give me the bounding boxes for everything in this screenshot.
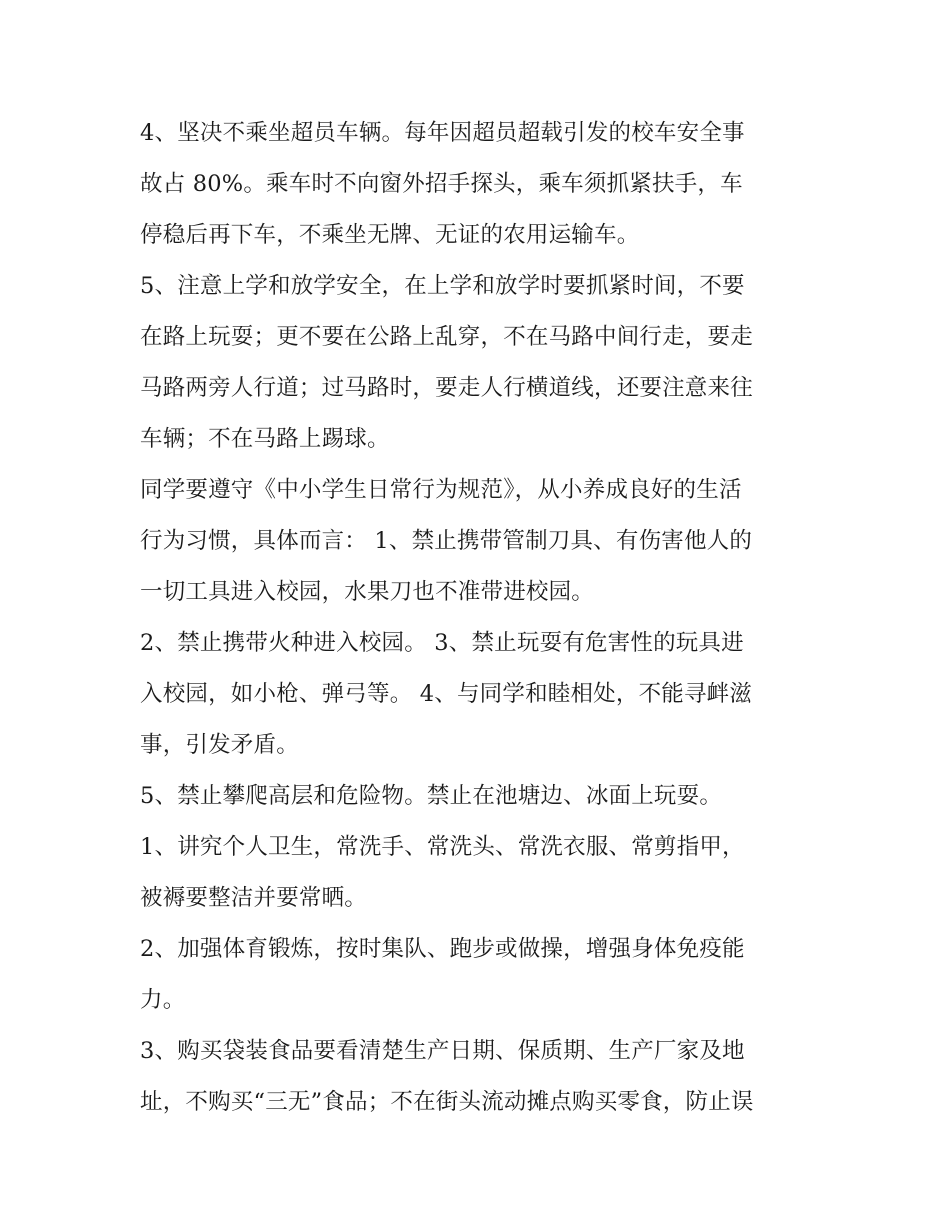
- text-line: 停稳后再下车，不乘坐无牌、无证的农用运输车。: [140, 222, 640, 248]
- text-line: 5、禁止攀爬高层和危险物。禁止在池塘边、冰面上玩耍。: [140, 783, 723, 809]
- text-line: 被褥要整洁并要常晒。: [140, 885, 368, 911]
- text-line: 在路上玩耍；更不要在公路上乱穿，不在马路中间行走，要走: [140, 324, 753, 350]
- text-line: 马路两旁人行道；过马路时，要走人行横道线，还要注意来往: [140, 375, 753, 401]
- text-line: 一切工具进入校园，水果刀也不准带进校园。: [140, 579, 595, 605]
- text-line: 1、讲究个人卫生，常洗手、常洗头、常洗衣服、常剪指甲，: [140, 834, 745, 860]
- text-line: 2、禁止携带火种进入校园。 3、禁止玩耍有危害性的玩具进: [140, 630, 744, 656]
- text-line: 4、坚决不乘坐超员车辆。每年因超员超载引发的校车安全事: [140, 120, 745, 146]
- text-line: 故占 80%。乘车时不向窗外招手探头，乘车须抓紧扶手，车: [140, 171, 743, 197]
- text-line: 入校园，如小枪、弹弓等。 4、与同学和睦相处，不能寻衅滋: [140, 681, 753, 707]
- text-line: 2、加强体育锻炼，按时集队、跑步或做操，增强身体免疫能: [140, 936, 745, 962]
- text-line: 车辆；不在马路上踢球。: [140, 426, 390, 452]
- text-line: 事，引发矛盾。: [140, 732, 299, 758]
- text-line: 力。: [140, 987, 186, 1013]
- text-line: 同学要遵守《中小学生日常行为规范》，从小养成良好的生活: [140, 477, 742, 503]
- text-line: 3、购买袋装食品要看清楚生产日期、保质期、生产厂家及地: [140, 1038, 745, 1064]
- text-line: 址，不购买“三无”食品；不在街头流动摊点购买零食，防止误: [140, 1089, 754, 1115]
- body-text: [140, 108, 820, 1128]
- text-line: 5、注意上学和放学安全，在上学和放学时要抓紧时间，不要: [140, 273, 745, 299]
- text-line: 行为习惯，具体而言： 1、禁止携带管制刀具、有伤害他人的: [140, 528, 753, 554]
